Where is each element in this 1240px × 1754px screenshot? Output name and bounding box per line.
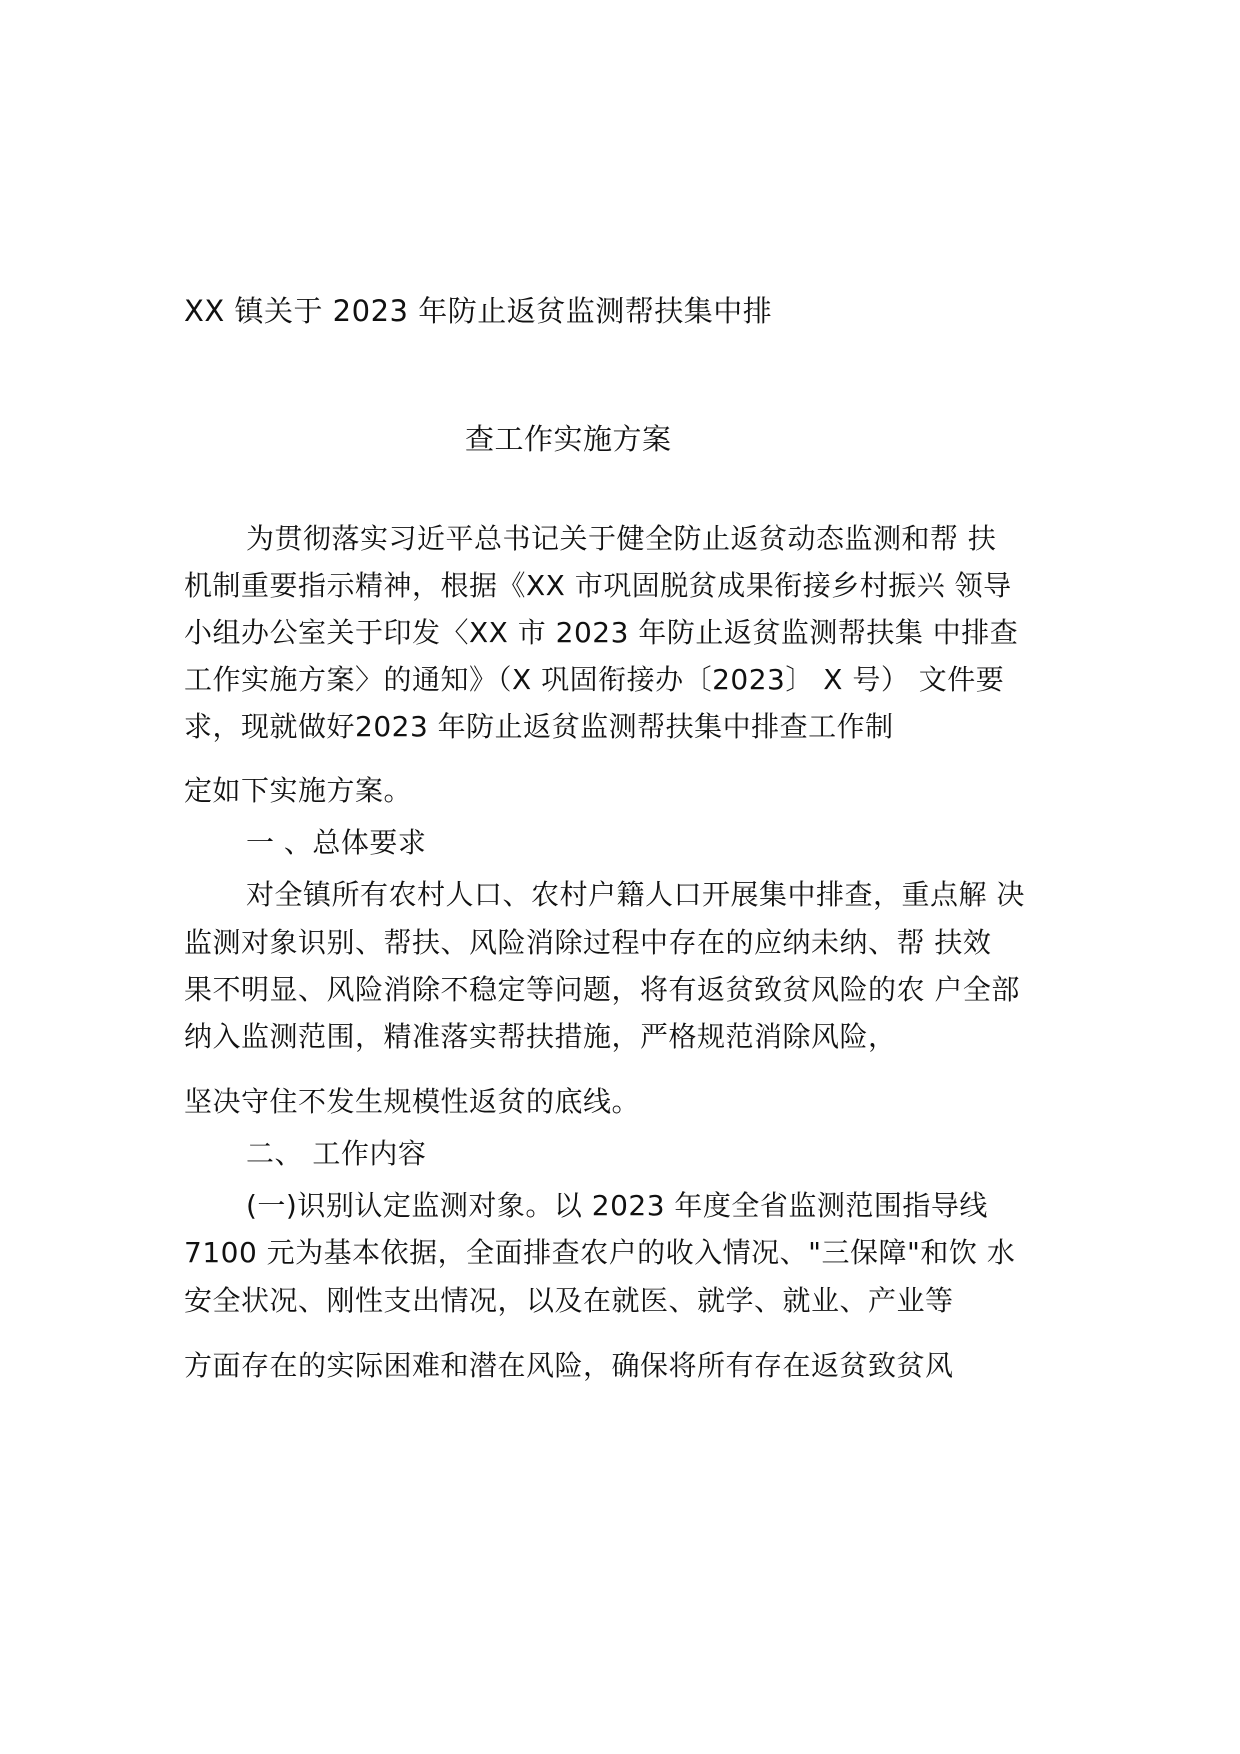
document-title-line-2: 查工作实施方案: [465, 422, 672, 456]
paragraph-1-line-6: 定如下实施方案。: [184, 774, 413, 807]
section-heading-1: 一 、总体要求: [246, 826, 427, 859]
paragraph-1-line-2: 机制重要指示精神，根据《XX 市巩固脱贫成果衔接乡村振兴 领导: [184, 569, 1012, 602]
paragraph-1-line-5: 求，现就做好2023 年防止返贫监测帮扶集中排查工作制: [184, 710, 894, 743]
paragraph-1-line-3: 小组办公室关于印发〈XX 市 2023 年防止返贫监测帮扶集 中排查: [184, 616, 1019, 649]
paragraph-2-line-3: 果不明显、风险消除不稳定等问题，将有返贫致贫风险的农 户全部: [184, 973, 1020, 1006]
paragraph-3-line-4: 方面存在的实际困难和潜在风险，确保将所有存在返贫致贫风: [184, 1349, 954, 1382]
document-title-line-1: XX 镇关于 2023 年防止返贫监测帮扶集中排: [184, 294, 773, 328]
paragraph-2-line-4: 纳入监测范围，精准落实帮扶措施，严格规范消除风险，: [184, 1020, 897, 1053]
paragraph-1-line-4: 工作实施方案〉的通知》（X 巩固衔接办〔2023〕 X 号） 文件要: [184, 663, 1005, 696]
paragraph-3-line-3: 安全状况、刚性支出情况，以及在就医、就学、就业、产业等: [184, 1284, 954, 1317]
paragraph-2-line-1: 对全镇所有农村人口、农村户籍人口开展集中排查，重点解 决: [246, 878, 1025, 911]
section-heading-2: 二、 工作内容: [246, 1137, 427, 1170]
paragraph-3-line-2: 7100 元为基本依据，全面排查农户的收入情况、"三保障"和饮 水: [184, 1236, 1016, 1269]
paragraph-3-line-1: (一)识别认定监测对象。以 2023 年度全省监测范围指导线: [246, 1189, 988, 1222]
paragraph-2-line-5: 坚决守住不发生规模性返贫的底线。: [184, 1085, 641, 1118]
paragraph-1-line-1: 为贯彻落实习近平总书记关于健全防止返贫动态监测和帮 扶: [246, 522, 997, 555]
paragraph-2-line-2: 监测对象识别、帮扶、风险消除过程中存在的应纳未纳、帮 扶效: [184, 926, 992, 959]
